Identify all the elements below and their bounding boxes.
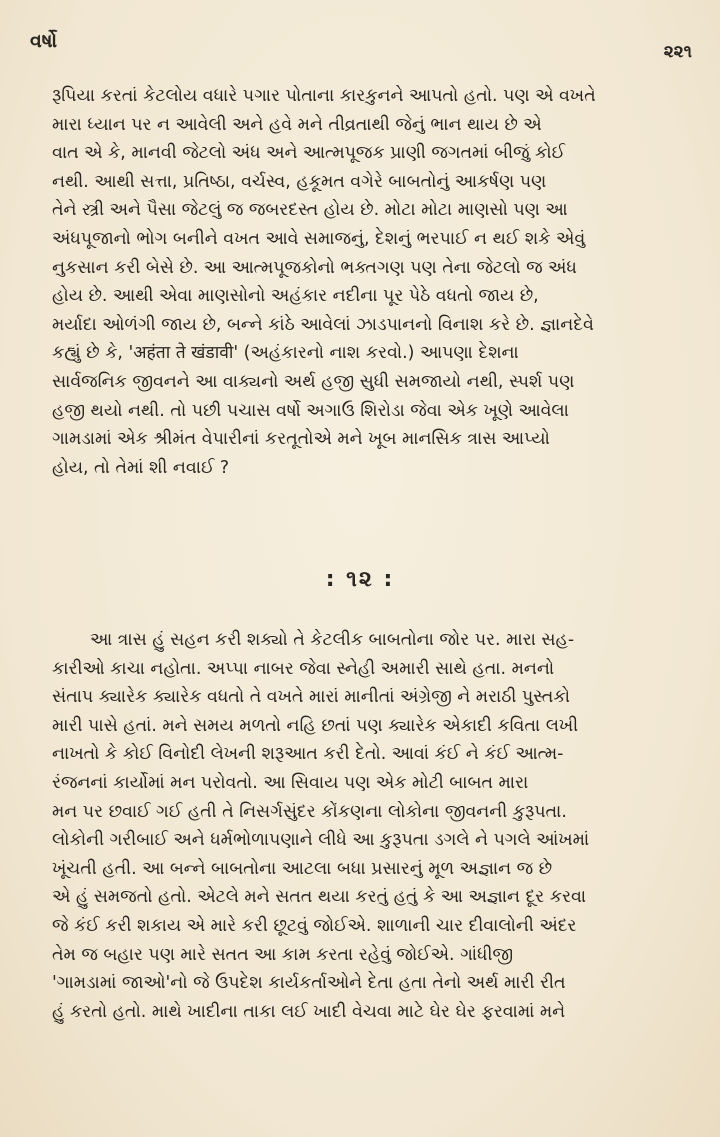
text-line: સાર્વજનિક જીવનને આ વાક્યનો અર્થ હજી સુધી સમજાયો નથી, સ્પર્શ પણ <box>52 371 575 392</box>
chapter-number: : ૧૨ : <box>325 567 395 592</box>
paragraph-2 <box>52 626 692 1026</box>
text-line: એ હું સમજતો હતો. એટલે મને સતત થયા કરતું હતું કે આ અજ્ઞાન દૂર કરવા <box>52 887 587 908</box>
text-line: હોય, તો તેમાં શી નવાઈ ? <box>52 457 230 478</box>
text-line: મન પર છવાઈ ગઈ હતી તે નિસર્ગસુંદર કોંકણના લોકોના જીવનની કુરૂપતા. <box>52 801 567 822</box>
text-line: અંધપૂજાનો ભોગ બનીને વખત આવે સમાજનું, દેશનું ભરપાઈ ન થઈ શકે એવું <box>52 228 586 249</box>
text-line: જે કંઈ કરી શકાય એ મારે કરી છૂટવું જોઈએ. શાળાની ચાર દીવાલોની અંદર <box>52 915 577 936</box>
running-title: વર્ષો <box>30 30 58 52</box>
text-line: નાખતો કે કોઈ વિનોદી લેખની શરૂઆત કરી દેતો. આવાં કંઈ ને કંઈ આત્મ- <box>52 744 564 765</box>
text-line: હું કરતો હતો. માથે ખાદીના તાકા લઈ ખાદી વેચવા માટે ઘેર ઘેર ફરવામાં મને <box>52 1001 566 1022</box>
text-line: કારીઓ કાચા નહોતા. અપ્પા નાબર જેવા સ્નેહી અમારી સાથે હતા. મનનો <box>52 658 555 679</box>
text-line: તેમ જ બહાર પણ મારે સતત આ કામ કરતા રહેવું જોઈએ. ગાંધીજી <box>52 944 514 965</box>
text-line: રૂપિયા કરતાં કેટલોય વધારે પગાર પોતાના કારકુનને આપતો હતો. પણ એ વખતે <box>52 86 596 106</box>
text-line: મર્યાદા ઓળંગી જાય છે, બન્ને કાંઠે આવેલાં ઝાડપાનનો વિનાશ કરે છે. જ્ઞાનદેવે <box>52 314 594 335</box>
text-line: વાત એ કે, માનવી જેટલો અંધ અને આત્મપૂજક પ્રાણી જગતમાં બીજું કોઈ <box>52 143 566 164</box>
text-line: ગામડામાં એક શ્રીમંત વેપારીનાં કરતૂતોએ મને ખૂબ માનસિક ત્રાસ આપ્યો <box>52 429 550 450</box>
paragraph-1 <box>52 82 692 482</box>
text-line: મારા ધ્યાન પર ન આવેલી અને હવે મને તીવ્રતાથી જેનું ભાન થાય છે એ <box>52 114 542 135</box>
text-line: ખૂંચતી હતી. આ બન્ને બાબતોના આટલા બધા પ્રસારનું મૂળ અજ્ઞાન જ છે <box>52 858 553 879</box>
text-line: લોકોની ગરીબાઈ અને ધર્મભોળાપણાને લીધે આ કુરૂપતા ડગલે ને પગલે આંખમાં <box>52 830 590 851</box>
text-line: નથી. આથી સત્તા, પ્રતિષ્ઠા, વર્ચસ્વ, હકૂમત વગેરે બાબતોનું આકર્ષણ પણ <box>52 171 547 192</box>
text-line: રંજનનાં કાર્યોમાં મન પરોવતો. આ સિવાય પણ એક મોટી બાબત મારા <box>52 772 529 793</box>
page-header <box>30 30 692 70</box>
text-line: આ ત્રાસ હું સહન કરી શક્યો તે કેટલીક બાબતોના જોર પર. મારા સહ- <box>90 630 575 650</box>
text-line: તેને સ્ત્રી અને પૈસા જેટલું જ જબરદસ્ત હોય છે. મોટા મોટા માણસો પણ આ <box>52 200 568 221</box>
text-line: હોય છે. આથી એવા માણસોનો અહંકાર નદીના પૂર પેઠે વધતો જાય છે, <box>52 286 539 307</box>
text-line: નુકસાન કરી બેસે છે. આ આત્મપૂજકોનો ભક્તગણ પણ તેના જેટલો જ અંધ <box>52 257 577 278</box>
text-line: મારી પાસે હતાં. મને સમય મળતો નહિ છતાં પણ ક્યારેક એકાદી કવિતા લખી <box>52 715 579 736</box>
text-line: સંતાપ ક્યારેક ક્યારેક વધતો તે વખતે મારાં માનીતાં અંગ્રેજી ને મરાઠી પુસ્તકો <box>52 687 570 708</box>
text-line: હજી થયો નથી. તો પછી પચાસ વર્ષો અગાઉ શિરોડા જેવા એક ખૂણે આવેલા <box>52 400 569 421</box>
text-line: કહ્યું છે કે, 'अहंता ते खंडावी' (અહંકારનો નાશ કરવો.) આપણા દેશના <box>52 343 519 364</box>
page-number: ૨૨૧ <box>663 42 692 62</box>
text-line: 'ગામડામાં જાઓ'નો જે ઉપદેશ કાર્યકર્તાઓને દેતા હતા તેનો અર્થ મારી રીત <box>52 973 566 994</box>
